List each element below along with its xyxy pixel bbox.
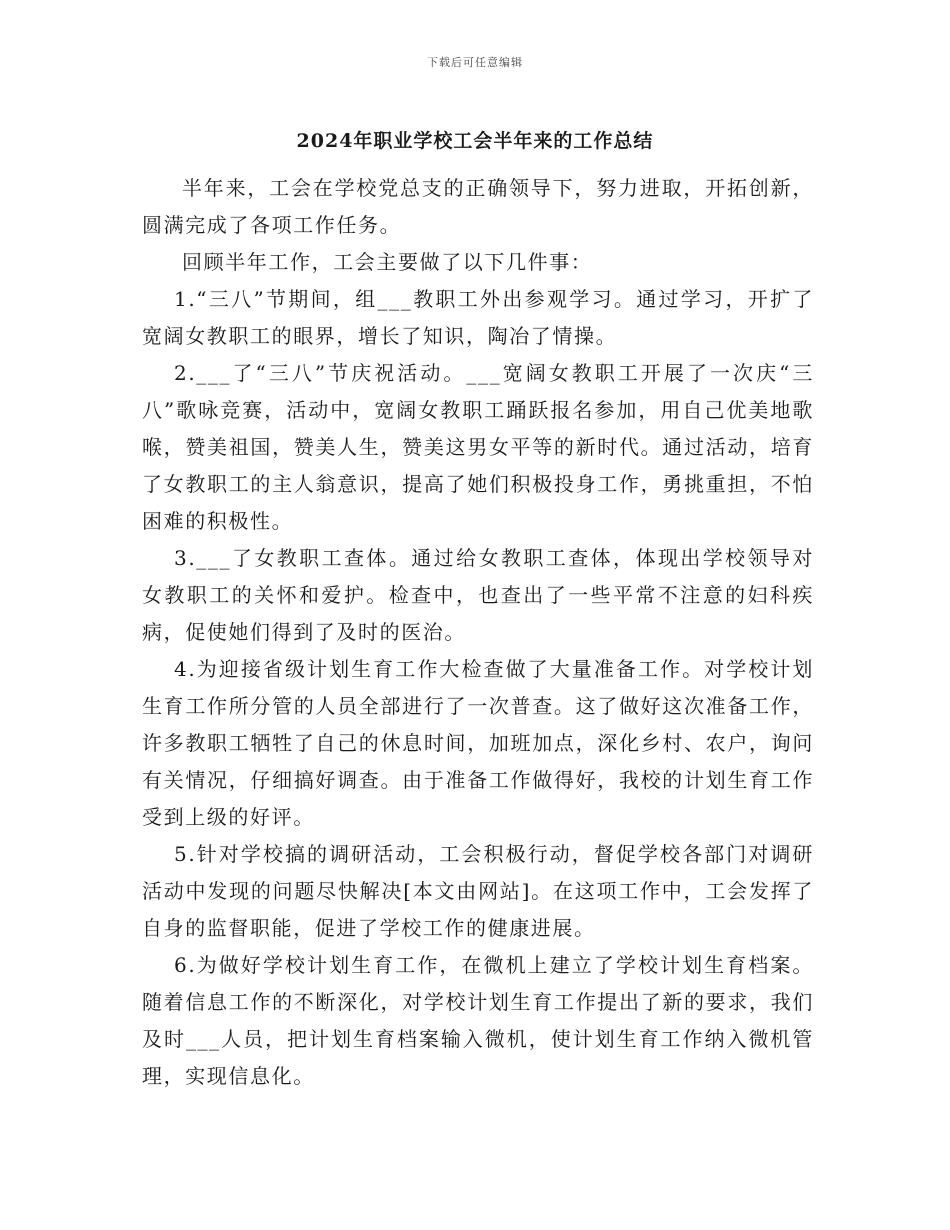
document-body xyxy=(142,170,814,1095)
document-title: 2024年职业学校工会半年来的工作总结 xyxy=(296,130,654,152)
paragraph-item-3: 3.___了女教职工查体。通过给女教职工查体，体现出学校领导对女教职工的关怀和爱护。检查中，也查出了一些平常不注意的妇科疾病，促使她们得到了及时的医治。 xyxy=(142,546,814,644)
paragraph-item-1: 1.“三八”节期间，组___教职工外出参观学习。通过学习，开扩了宽阔女教职工的眼界，增长了知识，陶冶了情操。 xyxy=(142,287,814,348)
paragraph-item-6: 6.为做好学校计划生育工作，在微机上建立了学校计划生育档案。随着信息工作的不断深化，对学校计划生育工作提出了新的要求，我们及时___人员，把计划生育档案输入微机，使计划生育工作纳入微机管理，实现信息化。 xyxy=(142,953,814,1088)
paragraph-review: 回顾半年工作，工会主要做了以下几件事： xyxy=(182,250,593,274)
paragraph-intro: 半年来，工会在学校党总支的正确领导下，努力进取，开拓创新，圆满完成了各项工作任务。 xyxy=(142,176,814,237)
paragraph-item-5: 5.针对学校搞的调研活动，工会积极行动，督促学校各部门对调研活动中发现的问题尽快解决[本文由网站]。在这项工作中，工会发挥了自身的监督职能，促进了学校工作的健康进展。 xyxy=(142,842,814,940)
paragraph-item-4: 4.为迎接省级计划生育工作大检查做了大量准备工作。对学校计划生育工作所分管的人员全部进行了一次普查。这了做好这次准备工作，许多教职工牺牲了自己的休息时间，加班加点，深化乡村、农户，询问有关情况，仔细搞好调查。由于准备工作做得好，我校的计划生育工作受到上级的好评。 xyxy=(142,657,814,829)
header-note: 下载后可任意编辑 xyxy=(427,56,523,69)
paragraph-item-2: 2.___了“三八”节庆祝活动。___宽阔女教职工开展了一次庆“三八”歌咏竞赛，活动中，宽阔女教职工踊跃报名参加，用自己优美地歌喉，赞美祖国，赞美人生，赞美这男女平等的新时代。通过活动，培育了女教职工的主人翁意识，提高了她们积极投身工作，勇挑重担，不怕困难的积极性。 xyxy=(142,361,814,533)
